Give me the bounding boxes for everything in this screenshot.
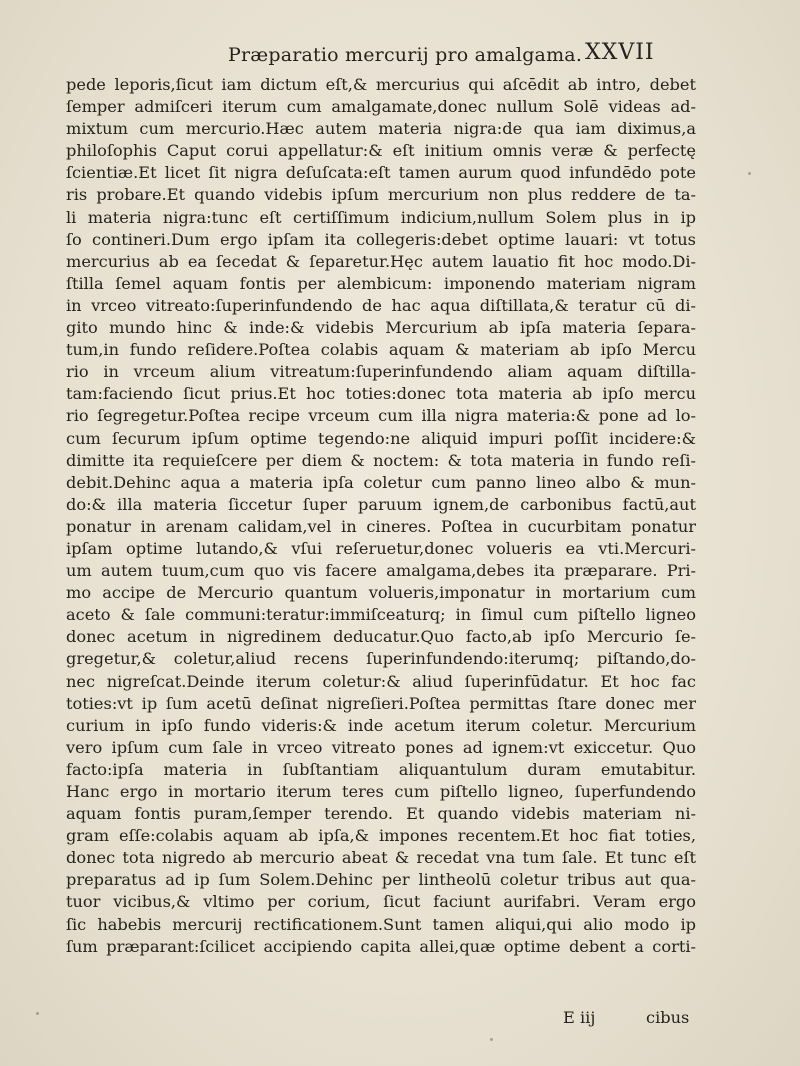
- text-line: philoſophis Caput corui appellatur:& eſt initium omnis veræ & perfectę: [66, 141, 696, 161]
- text-line: aceto & ſale communi:teratur:immiſceaturq; in ſimul cum piſtello ligneo: [66, 605, 696, 625]
- text-line: ſum præparant:ſcilicet accipiendo capita allei,quæ optime debent a corti-: [66, 936, 696, 956]
- text-line: tum,in fundo reſidere.Poſtea colabis aquam & materiam ab ipſo Mercu: [66, 340, 696, 360]
- text-line: mixtum cum mercurio.Hæc autem materia nigra:de qua iam diximus,a: [66, 119, 696, 139]
- text-line: tuor vicibus,& vltimo per corium, ſicut faciunt aurifabri. Veram ergo: [66, 892, 696, 912]
- text-line: ris probare.Et quando videbis ipſum mercurium non plus reddere de ta-: [66, 185, 696, 205]
- text-line: rio in vrceum alium vitreatum:ſuperinfundendo aliam aquam diſtilla-: [66, 362, 696, 382]
- text-line: donec tota nigredo ab mercurio abeat & recedat vna tum ſale. Et tunc eſt: [66, 848, 696, 868]
- text-line: li materia nigra:tunc eſt certiſſimum indicium,nullum Solem plus in ip: [66, 207, 696, 227]
- text-line: rio ſegregetur.Poſtea recipe vrceum cum illa nigra materia:& pone ad lo-: [66, 406, 696, 426]
- text-line: ponatur in arenam calidam,vel in cineres. Poſtea in cucurbitam ponatur: [66, 516, 696, 536]
- text-line: gregetur,& coletur,aliud recens ſuperinfundendo:iterumq; piſtando,do-: [66, 649, 696, 669]
- text-line: ſemper admiſceri iterum cum amalgamate,donec nullum Solē videas ad-: [66, 97, 696, 117]
- catchword: cibus: [646, 1008, 690, 1027]
- paper-speck: [36, 1012, 39, 1015]
- text-line: do:& illa materia ſiccetur ſuper paruum ignem,de carbonibus factū,aut: [66, 494, 696, 514]
- text-line: ipſam optime lutando,& vſui reſeruetur,donec volueris ea vti.Mercuri-: [66, 538, 696, 558]
- running-head: Præparatio mercurij pro amalgama.: [228, 44, 583, 66]
- text-line: ſo contineri.Dum ergo ipſam ita collegeris:debet optime lauari: vt totus: [66, 229, 696, 249]
- text-line: nec nigreſcat.Deinde iterum coletur:& aliud ſuperinfūdatur. Et hoc fac: [66, 671, 696, 691]
- text-line: dimitte ita requieſcere per diem & noctem: & tota materia in fundo reſi-: [66, 450, 696, 470]
- text-line: mercurius ab ea ſecedat & ſeparetur.Hęc autem lauatio fit hoc modo.Di-: [66, 251, 696, 271]
- text-line: aquam fontis puram,ſemper terendo. Et quando videbis materiam ni-: [66, 804, 696, 824]
- text-line: ſic habebis mercurij rectificationem.Sunt tamen aliqui,qui alio modo ip: [66, 914, 696, 934]
- text-line: um autem tuum,cum quo vis facere amalgama,debes ita præparare. Pri-: [66, 561, 696, 581]
- paper-speck: [748, 172, 751, 175]
- folio-number: XXVII: [585, 40, 655, 65]
- text-line: curium in ipſo fundo videris:& inde acetum iterum coletur. Mercurium: [66, 715, 696, 735]
- signature-mark: E iij: [563, 1008, 596, 1027]
- text-line: gito mundo hinc & inde:& videbis Mercurium ab ipſa materia ſepara-: [66, 318, 696, 338]
- body-text: [66, 74, 696, 958]
- text-line: ſtilla ſemel aquam fontis per alembicum: imponendo materiam nigram: [66, 273, 696, 293]
- text-line: vero ipſum cum ſale in vrceo vitreato pones ad ignem:vt exiccetur. Quo: [66, 737, 696, 757]
- text-line: mo accipe de Mercurio quantum volueris,imponatur in mortarium cum: [66, 583, 696, 603]
- text-line: debit.Dehinc aqua a materia ipſa coletur cum panno lineo albo & mun-: [66, 472, 696, 492]
- page-header: [0, 40, 800, 72]
- text-line: pede leporis,ſicut iam dictum eſt,& mercurius qui aſcēdit ab intro, debet: [66, 75, 696, 94]
- text-line: tam:faciendo ſicut prius.Et hoc toties:donec tota materia ab ipſo mercu: [66, 384, 696, 404]
- text-line: ſcientiæ.Et licet ſit nigra deſuſcata:eſt tamen aurum quod infundēdo pote: [66, 163, 696, 183]
- text-line: preparatus ad ip ſum Solem.Dehinc per lintheolū coletur tribus aut qua-: [66, 870, 696, 890]
- text-line: in vrceo vitreato:ſuperinfundendo de hac aqua diſtillata,& teratur cū di-: [66, 295, 696, 315]
- text-line: donec acetum in nigredinem deducatur.Quo facto,ab ipſo Mercurio ſe-: [66, 627, 696, 647]
- text-line: facto:ipſa materia in ſubſtantiam aliquantulum duram emutabitur.: [66, 759, 696, 779]
- paper-speck: [490, 1038, 493, 1041]
- text-line: cum ſecurum ipſum optime tegendo:ne aliquid impuri poſſit incidere:&: [66, 428, 696, 448]
- text-line: gram eſſe:colabis aquam ab ipſa,& impones recentem.Et hoc fiat toties,: [66, 826, 696, 846]
- footer-line: [66, 1008, 696, 1030]
- text-line: toties:vt ip ſum acetū deſinat nigreſieri.Poſtea permittas ſtare donec mer: [66, 693, 696, 713]
- text-line: Hanc ergo in mortario iterum teres cum piſtello ligneo, ſuperfundendo: [66, 782, 696, 801]
